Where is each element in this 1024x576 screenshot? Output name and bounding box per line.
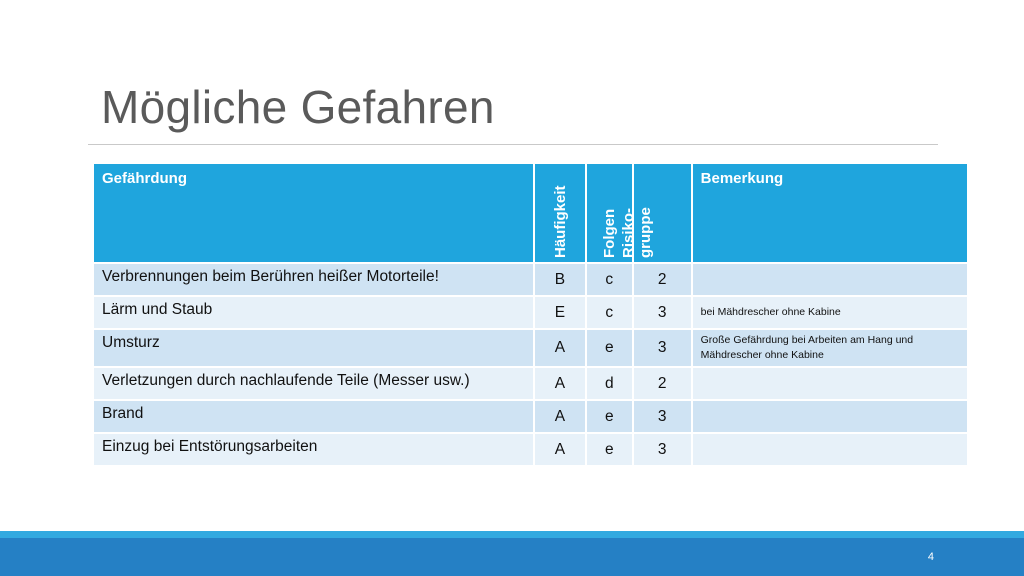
cell-risk: 3	[633, 329, 692, 367]
cell-remark	[692, 400, 968, 433]
cell-risk: 2	[633, 263, 692, 296]
cell-consequences: c	[586, 263, 633, 296]
title-divider	[88, 144, 938, 145]
hazard-table	[92, 162, 969, 467]
header-frequency	[534, 163, 586, 263]
cell-risk: 3	[633, 433, 692, 466]
cell-consequences: c	[586, 296, 633, 329]
table-row	[93, 400, 968, 433]
table-row	[93, 296, 968, 329]
cell-hazard: Einzug bei Entstörungsarbeiten	[93, 433, 534, 466]
cell-frequency: A	[534, 367, 586, 400]
slide-number: 4	[927, 551, 934, 563]
header-risk-group	[620, 163, 692, 263]
slide-title: Mögliche Gefahren	[101, 81, 495, 133]
header-remark: Bemerkung	[692, 163, 968, 263]
table-header-row	[93, 163, 968, 263]
header-hazard: Gefährdung	[93, 163, 534, 263]
cell-frequency: A	[534, 433, 586, 466]
cell-consequences: d	[586, 367, 633, 400]
footer-bar	[0, 538, 1024, 576]
header-risk-group-label	[620, 207, 654, 258]
table-row	[93, 263, 968, 296]
header-consequences-label: Folgen	[601, 208, 619, 258]
cell-remark: Große Gefährdung bei Arbeiten am Hang und Mähdrescher ohne Kabine	[692, 329, 968, 367]
header-risk-line2: gruppe	[637, 207, 655, 258]
cell-risk: 3	[633, 296, 692, 329]
cell-hazard: Brand	[93, 400, 534, 433]
cell-remark	[692, 367, 968, 400]
cell-frequency: B	[534, 263, 586, 296]
table-row	[93, 367, 968, 400]
cell-frequency: E	[534, 296, 586, 329]
header-frequency-label: Häufigkeit	[551, 185, 569, 258]
cell-hazard: Verbrennungen beim Berühren heißer Motorteile!	[93, 263, 534, 296]
cell-consequences: e	[586, 433, 633, 466]
cell-hazard: Umsturz	[93, 329, 534, 367]
table-row	[93, 433, 968, 466]
cell-frequency: A	[534, 400, 586, 433]
cell-frequency: A	[534, 329, 586, 367]
cell-consequences: e	[586, 329, 633, 367]
cell-consequences: e	[586, 400, 633, 433]
header-risk-line1: Risiko-	[620, 207, 638, 258]
cell-risk: 2	[633, 367, 692, 400]
cell-hazard: Lärm und Staub	[93, 296, 534, 329]
cell-remark	[692, 433, 968, 466]
footer-accent-stripe	[0, 531, 1024, 538]
cell-remark: bei Mähdrescher ohne Kabine	[692, 296, 968, 329]
table-row	[93, 329, 968, 367]
cell-remark	[692, 263, 968, 296]
cell-risk: 3	[633, 400, 692, 433]
cell-hazard: Verletzungen durch nachlaufende Teile (Messer usw.)	[93, 367, 534, 400]
